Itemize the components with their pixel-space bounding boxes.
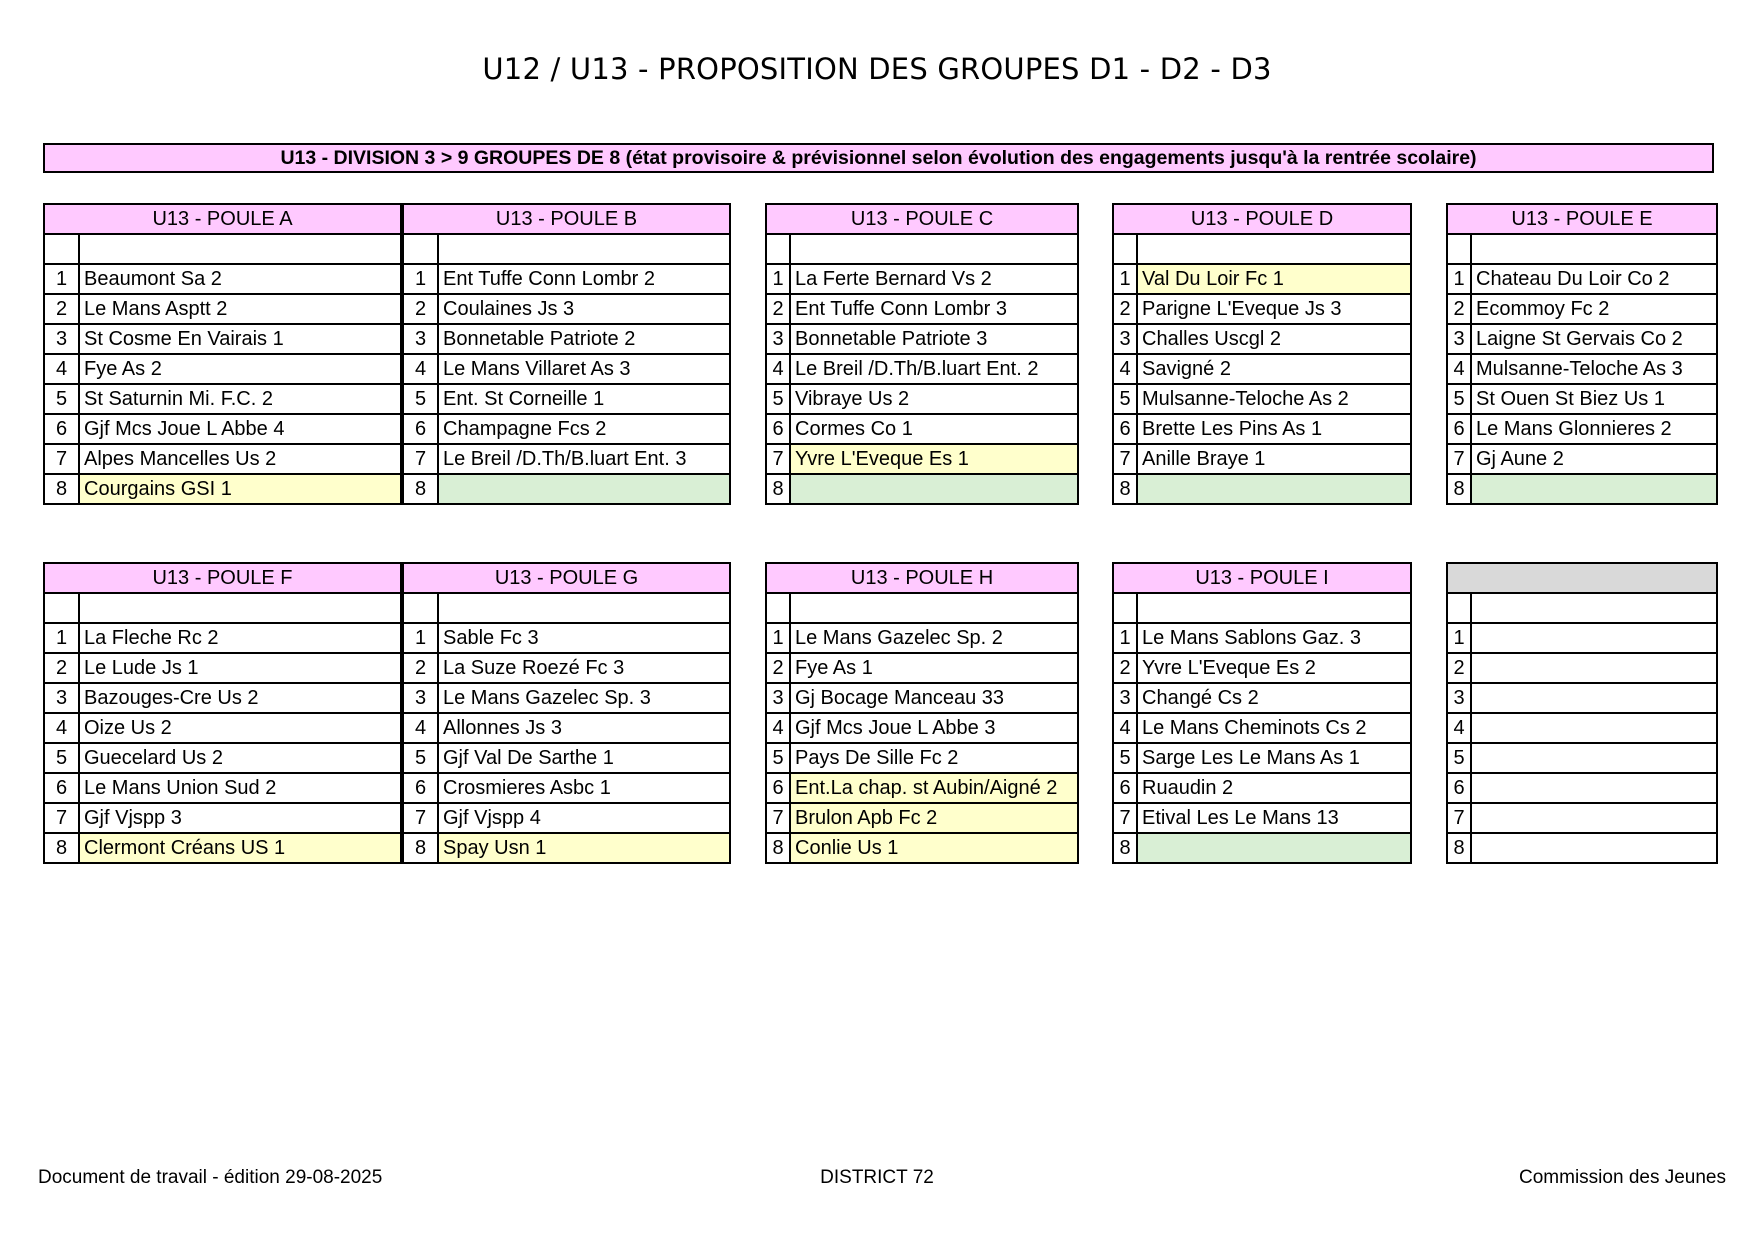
team-name: Fye As 1 [790, 653, 1078, 683]
team-row [1113, 743, 1411, 773]
team-row [1113, 773, 1411, 803]
team-row [1113, 623, 1411, 653]
team-name: Pays De Sille Fc 2 [790, 743, 1078, 773]
team-rank: 6 [1113, 773, 1137, 803]
team-name: Brulon Apb Fc 2 [790, 803, 1078, 833]
blank-cell [766, 234, 790, 264]
team-name [1471, 803, 1717, 833]
team-rank: 1 [44, 264, 79, 294]
team-name: Crosmieres Asbc 1 [438, 773, 730, 803]
team-row [44, 384, 401, 414]
blank-cell [1137, 234, 1411, 264]
team-rank: 3 [1447, 683, 1471, 713]
team-row [766, 294, 1078, 324]
team-name [1471, 773, 1717, 803]
team-row [44, 803, 401, 833]
team-name: Cormes Co 1 [790, 414, 1078, 444]
team-row [44, 474, 401, 504]
team-name: Etival Les Le Mans 13 [1137, 803, 1411, 833]
team-name: Allonnes Js 3 [438, 713, 730, 743]
team-row [1447, 623, 1717, 653]
team-row [1447, 384, 1717, 414]
team-rank: 3 [44, 324, 79, 354]
team-row [1113, 414, 1411, 444]
team-rank: 4 [766, 354, 790, 384]
team-rank: 8 [1113, 833, 1137, 863]
poule-table [43, 562, 402, 864]
team-name: Le Mans Gazelec Sp. 2 [790, 623, 1078, 653]
team-rank: 1 [403, 264, 438, 294]
team-row [766, 653, 1078, 683]
team-row [1447, 743, 1717, 773]
team-name: Champagne Fcs 2 [438, 414, 730, 444]
team-rank: 2 [1113, 653, 1137, 683]
team-name: La Suze Roezé Fc 3 [438, 653, 730, 683]
poule-title [1447, 563, 1717, 593]
team-name: Spay Usn 1 [438, 833, 730, 863]
team-name [1137, 474, 1411, 504]
team-row [1447, 294, 1717, 324]
team-name: Changé Cs 2 [1137, 683, 1411, 713]
team-row [44, 324, 401, 354]
team-rank: 2 [44, 653, 79, 683]
blank-cell [1471, 234, 1717, 264]
footer-left: Document de travail - édition 29-08-2025 [38, 1167, 383, 1188]
team-rank: 6 [403, 414, 438, 444]
team-row [766, 833, 1078, 863]
team-name: Oize Us 2 [79, 713, 401, 743]
team-row [766, 803, 1078, 833]
team-rank: 8 [1447, 474, 1471, 504]
blank-cell [790, 234, 1078, 264]
team-row [766, 773, 1078, 803]
team-name: Vibraye Us 2 [790, 384, 1078, 414]
team-row [1447, 474, 1717, 504]
team-row [1447, 264, 1717, 294]
team-name [438, 474, 730, 504]
team-rank: 8 [44, 474, 79, 504]
poule-table [402, 203, 731, 505]
team-name: Bonnetable Patriote 3 [790, 324, 1078, 354]
team-name: Yvre L'Eveque Es 2 [1137, 653, 1411, 683]
team-row [44, 683, 401, 713]
team-name [1137, 833, 1411, 863]
team-row [44, 743, 401, 773]
team-name: Ent.La chap. st Aubin/Aigné 2 [790, 773, 1078, 803]
team-row [403, 444, 730, 474]
team-name: Courgains GSI 1 [79, 474, 401, 504]
team-row [1113, 683, 1411, 713]
team-row [44, 773, 401, 803]
team-row [1447, 803, 1717, 833]
team-row [44, 653, 401, 683]
team-rank: 4 [44, 713, 79, 743]
blank-cell [403, 593, 438, 623]
poule-title: U13 - POULE C [766, 204, 1078, 234]
team-row [766, 713, 1078, 743]
team-row [766, 384, 1078, 414]
team-row [403, 324, 730, 354]
poule-title: U13 - POULE B [403, 204, 730, 234]
team-name: Yvre L'Eveque Es 1 [790, 444, 1078, 474]
team-name: Alpes Mancelles Us 2 [79, 444, 401, 474]
poule-table [1446, 203, 1718, 505]
team-row [1447, 773, 1717, 803]
team-row [1113, 653, 1411, 683]
team-rank: 3 [1447, 324, 1471, 354]
team-rank: 5 [766, 743, 790, 773]
team-rank: 8 [403, 833, 438, 863]
team-rank: 8 [403, 474, 438, 504]
team-rank: 6 [766, 773, 790, 803]
team-row [44, 833, 401, 863]
team-rank: 5 [1113, 384, 1137, 414]
team-rank: 1 [1113, 623, 1137, 653]
team-name: Gjf Mcs Joue L Abbe 3 [790, 713, 1078, 743]
team-name: St Cosme En Vairais 1 [79, 324, 401, 354]
team-row [403, 803, 730, 833]
team-row [1447, 683, 1717, 713]
team-row [403, 264, 730, 294]
team-name: Le Mans Villaret As 3 [438, 354, 730, 384]
team-rank: 5 [403, 743, 438, 773]
team-name: Ent Tuffe Conn Lombr 3 [790, 294, 1078, 324]
team-rank: 5 [766, 384, 790, 414]
team-row [1113, 384, 1411, 414]
team-rank: 7 [1447, 444, 1471, 474]
team-name: Bazouges-Cre Us 2 [79, 683, 401, 713]
team-rank: 4 [403, 713, 438, 743]
team-row [403, 683, 730, 713]
team-row [1447, 444, 1717, 474]
team-name: Le Mans Cheminots Cs 2 [1137, 713, 1411, 743]
poule-title: U13 - POULE A [44, 204, 401, 234]
blank-cell [1471, 593, 1717, 623]
team-name [1471, 713, 1717, 743]
team-rank: 2 [1447, 294, 1471, 324]
team-rank: 8 [766, 833, 790, 863]
team-rank: 7 [44, 803, 79, 833]
team-name: Gjf Val De Sarthe 1 [438, 743, 730, 773]
blank-cell [1447, 593, 1471, 623]
team-rank: 4 [1113, 354, 1137, 384]
team-row [1447, 414, 1717, 444]
team-rank: 2 [44, 294, 79, 324]
team-rank: 5 [1447, 384, 1471, 414]
team-row [403, 384, 730, 414]
team-name: Fye As 2 [79, 354, 401, 384]
team-name: Le Breil /D.Th/B.luart Ent. 3 [438, 444, 730, 474]
team-row [766, 444, 1078, 474]
team-rank: 4 [1447, 713, 1471, 743]
team-row [1113, 264, 1411, 294]
team-rank: 3 [403, 324, 438, 354]
team-rank: 6 [403, 773, 438, 803]
team-row [403, 713, 730, 743]
team-name: La Fleche Rc 2 [79, 623, 401, 653]
team-name: Val Du Loir Fc 1 [1137, 264, 1411, 294]
team-row [1447, 324, 1717, 354]
team-row [1447, 653, 1717, 683]
team-rank: 4 [1113, 713, 1137, 743]
team-rank: 5 [44, 384, 79, 414]
team-name: Gjf Vjspp 4 [438, 803, 730, 833]
team-row [1113, 713, 1411, 743]
team-name: La Ferte Bernard Vs 2 [790, 264, 1078, 294]
team-name: Beaumont Sa 2 [79, 264, 401, 294]
team-rank: 3 [1113, 683, 1137, 713]
team-row [766, 474, 1078, 504]
poule-table [43, 203, 402, 505]
poule-table [402, 562, 731, 864]
team-name: Ruaudin 2 [1137, 773, 1411, 803]
blank-cell [1137, 593, 1411, 623]
team-rank: 7 [1113, 803, 1137, 833]
team-row [766, 324, 1078, 354]
team-row [403, 414, 730, 444]
team-name: Le Lude Js 1 [79, 653, 401, 683]
team-rank: 6 [1447, 773, 1471, 803]
team-rank: 7 [1447, 803, 1471, 833]
footer-right: Commission des Jeunes [1519, 1167, 1726, 1188]
poule-title: U13 - POULE H [766, 563, 1078, 593]
team-row [44, 414, 401, 444]
team-rank: 6 [44, 773, 79, 803]
team-name [1471, 623, 1717, 653]
blank-cell [79, 593, 401, 623]
team-rank: 8 [1447, 833, 1471, 863]
team-row [44, 294, 401, 324]
team-name: Guecelard Us 2 [79, 743, 401, 773]
team-name: Sable Fc 3 [438, 623, 730, 653]
team-row [403, 653, 730, 683]
team-name: Ecommoy Fc 2 [1471, 294, 1717, 324]
poule-table [1112, 562, 1412, 864]
team-rank: 6 [1447, 414, 1471, 444]
team-row [403, 474, 730, 504]
team-name: Gj Bocage Manceau 33 [790, 683, 1078, 713]
blank-cell [1113, 593, 1137, 623]
team-row [1447, 354, 1717, 384]
team-rank: 2 [1447, 653, 1471, 683]
blank-cell [766, 593, 790, 623]
team-rank: 5 [1447, 743, 1471, 773]
team-rank: 5 [403, 384, 438, 414]
team-rank: 3 [44, 683, 79, 713]
team-name: Parigne L'Eveque Js 3 [1137, 294, 1411, 324]
team-rank: 6 [766, 414, 790, 444]
poule-table [765, 562, 1079, 864]
team-rank: 3 [766, 683, 790, 713]
team-name: Mulsanne-Teloche As 3 [1471, 354, 1717, 384]
team-name: Bonnetable Patriote 2 [438, 324, 730, 354]
team-row [766, 354, 1078, 384]
team-name: Clermont Créans US 1 [79, 833, 401, 863]
team-row [766, 743, 1078, 773]
poule-table [765, 203, 1079, 505]
team-row [1113, 294, 1411, 324]
blank-cell [438, 234, 730, 264]
team-name: Ent. St Corneille 1 [438, 384, 730, 414]
team-rank: 1 [1113, 264, 1137, 294]
team-rank: 7 [766, 803, 790, 833]
team-row [766, 683, 1078, 713]
blank-cell [1113, 234, 1137, 264]
team-rank: 2 [766, 653, 790, 683]
blank-cell [790, 593, 1078, 623]
team-row [1113, 833, 1411, 863]
poule-title: U13 - POULE F [44, 563, 401, 593]
team-name: Le Mans Gazelec Sp. 3 [438, 683, 730, 713]
team-name: St Ouen St Biez Us 1 [1471, 384, 1717, 414]
team-row [1113, 803, 1411, 833]
team-row [766, 414, 1078, 444]
team-rank: 3 [403, 683, 438, 713]
blank-cell [79, 234, 401, 264]
team-name [1471, 743, 1717, 773]
team-name: Gjf Vjspp 3 [79, 803, 401, 833]
poule-table [1112, 203, 1412, 505]
blank-cell [1447, 234, 1471, 264]
team-rank: 4 [1447, 354, 1471, 384]
team-name: Coulaines Js 3 [438, 294, 730, 324]
blank-cell [403, 234, 438, 264]
team-row [1113, 354, 1411, 384]
team-name: Brette Les Pins As 1 [1137, 414, 1411, 444]
team-rank: 3 [766, 324, 790, 354]
team-row [403, 294, 730, 324]
team-rank: 1 [44, 623, 79, 653]
team-rank: 2 [403, 294, 438, 324]
team-rank: 6 [44, 414, 79, 444]
team-rank: 7 [44, 444, 79, 474]
team-name: Le Mans Asptt 2 [79, 294, 401, 324]
team-row [403, 743, 730, 773]
team-name: Chateau Du Loir Co 2 [1471, 264, 1717, 294]
team-name: Anille Braye 1 [1137, 444, 1411, 474]
team-rank: 1 [1447, 623, 1471, 653]
team-rank: 7 [403, 444, 438, 474]
team-rank: 2 [766, 294, 790, 324]
team-rank: 4 [44, 354, 79, 384]
division-banner: U13 - DIVISION 3 > 9 GROUPES DE 8 (état provisoire & prévisionnel selon évolution des engagements jusqu'à la rentrée scolaire) [43, 143, 1714, 173]
team-row [403, 833, 730, 863]
team-row [44, 623, 401, 653]
team-name [1471, 833, 1717, 863]
poule-title: U13 - POULE I [1113, 563, 1411, 593]
team-name: Le Mans Union Sud 2 [79, 773, 401, 803]
blank-cell [44, 234, 79, 264]
team-rank: 7 [766, 444, 790, 474]
team-rank: 7 [1113, 444, 1137, 474]
poule-title: U13 - POULE D [1113, 204, 1411, 234]
team-row [766, 264, 1078, 294]
team-rank: 8 [766, 474, 790, 504]
poule-table [1446, 562, 1718, 864]
team-rank: 5 [44, 743, 79, 773]
blank-cell [438, 593, 730, 623]
team-rank: 2 [1113, 294, 1137, 324]
team-rank: 1 [766, 623, 790, 653]
team-row [44, 264, 401, 294]
team-row [44, 354, 401, 384]
team-rank: 6 [1113, 414, 1137, 444]
team-rank: 3 [1113, 324, 1137, 354]
team-row [403, 623, 730, 653]
team-name: Le Mans Sablons Gaz. 3 [1137, 623, 1411, 653]
team-rank: 8 [1113, 474, 1137, 504]
team-name [1471, 683, 1717, 713]
team-rank: 2 [403, 653, 438, 683]
team-row [44, 713, 401, 743]
team-row [1447, 713, 1717, 743]
poule-title: U13 - POULE G [403, 563, 730, 593]
team-row [1447, 833, 1717, 863]
team-rank: 1 [766, 264, 790, 294]
team-name: Sarge Les Le Mans As 1 [1137, 743, 1411, 773]
team-name [1471, 653, 1717, 683]
team-name: Challes Uscgl 2 [1137, 324, 1411, 354]
team-rank: 7 [403, 803, 438, 833]
team-row [1113, 324, 1411, 354]
team-name: St Saturnin Mi. F.C. 2 [79, 384, 401, 414]
page-title: U12 / U13 - PROPOSITION DES GROUPES D1 - D2 - D3 [482, 52, 1272, 86]
team-name: Mulsanne-Teloche As 2 [1137, 384, 1411, 414]
team-rank: 1 [1447, 264, 1471, 294]
footer-center: DISTRICT 72 [820, 1167, 934, 1188]
team-name: Laigne St Gervais Co 2 [1471, 324, 1717, 354]
team-rank: 4 [766, 713, 790, 743]
team-rank: 8 [44, 833, 79, 863]
team-row [1113, 444, 1411, 474]
team-name: Gjf Mcs Joue L Abbe 4 [79, 414, 401, 444]
blank-cell [44, 593, 79, 623]
team-row [44, 444, 401, 474]
team-name [790, 474, 1078, 504]
team-name: Le Mans Glonnieres 2 [1471, 414, 1717, 444]
team-rank: 5 [1113, 743, 1137, 773]
team-row [403, 354, 730, 384]
team-name: Conlie Us 1 [790, 833, 1078, 863]
team-name: Ent Tuffe Conn Lombr 2 [438, 264, 730, 294]
team-name: Gj Aune 2 [1471, 444, 1717, 474]
team-name: Le Breil /D.Th/B.luart Ent. 2 [790, 354, 1078, 384]
team-row [1113, 474, 1411, 504]
team-row [403, 773, 730, 803]
team-rank: 4 [403, 354, 438, 384]
team-name [1471, 474, 1717, 504]
team-row [766, 623, 1078, 653]
poule-title: U13 - POULE E [1447, 204, 1717, 234]
team-rank: 1 [403, 623, 438, 653]
team-name: Savigné 2 [1137, 354, 1411, 384]
